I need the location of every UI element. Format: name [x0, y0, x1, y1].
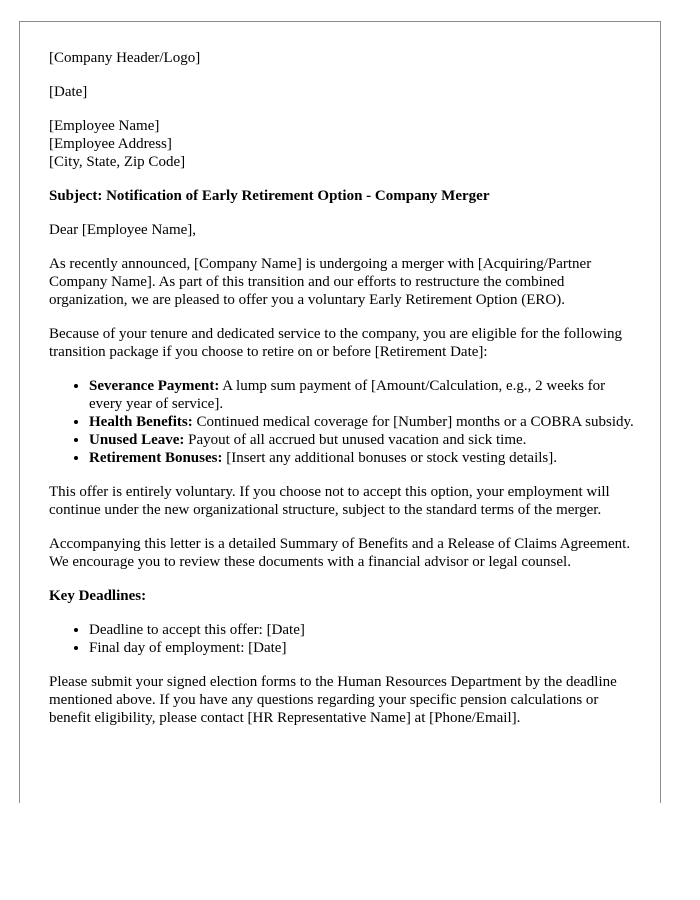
benefit-label: Health Benefits: — [89, 414, 193, 430]
letter-body — [49, 49, 634, 743]
letter-page — [19, 21, 661, 803]
recipient-block — [49, 117, 634, 171]
subject-line: Subject: Notification of Early Retirement Option - Company Merger — [49, 188, 490, 204]
recipient-name: [Employee Name] — [49, 118, 160, 134]
paragraph-documents: Accompanying this letter is a detailed Summary of Benefits and a Release of Claims Agreement. We encourage you to review these documents with a financial advisor or legal counsel. — [49, 536, 631, 570]
benefits-list — [49, 377, 634, 467]
benefit-text: A lump sum payment of [Amount/Calculation, e.g., 2 weeks for every year of service]. — [89, 378, 606, 412]
benefit-label: Unused Leave: — [89, 432, 185, 448]
benefit-text: [Insert any additional bonuses or stock vesting details]. — [222, 450, 557, 466]
paragraph-intro: As recently announced, [Company Name] is undergoing a merger with [Acquiring/Partner Company Name]. As part of this transition and our efforts to restructure the combined organization, we are pleased to offer you a voluntary Early Retirement Option (ERO). — [49, 256, 592, 308]
list-item: • Final day of employment: [Date] — [89, 639, 634, 657]
company-header: [Company Header/Logo] — [49, 50, 201, 66]
salutation: Dear [Employee Name], — [49, 222, 197, 238]
benefit-label: Severance Payment: — [89, 378, 220, 394]
paragraph-submit: Please submit your signed election forms to the Human Resources Department by the deadline mentioned above. If you have any questions regarding your specific pension calculations or benefit eligibility, please contact [HR Representative Name] at [Phone/Email]. — [49, 674, 617, 726]
list-item: • Deadline to accept this offer: [Date] — [89, 621, 634, 639]
list-item — [89, 413, 634, 431]
list-item — [89, 431, 634, 449]
deadlines-list — [49, 621, 634, 657]
list-item — [89, 449, 634, 467]
paragraph-voluntary: This offer is entirely voluntary. If you choose not to accept this option, your employment will continue under the new organizational structure, subject to the standard terms of the merger. — [49, 484, 610, 518]
recipient-address: [Employee Address] — [49, 136, 172, 152]
recipient-city: [City, State, Zip Code] — [49, 154, 186, 170]
deadlines-heading: Key Deadlines: — [49, 588, 147, 604]
letter-date: [Date] — [49, 84, 88, 100]
benefit-text: Continued medical coverage for [Number] months or a COBRA subsidy. — [192, 414, 634, 430]
paragraph-eligibility: Because of your tenure and dedicated service to the company, you are eligible for the following transition package if you choose to retire on or before [Retirement Date]: — [49, 326, 622, 360]
benefit-label: Retirement Bonuses: — [89, 450, 223, 466]
benefit-text: Payout of all accrued but unused vacation and sick time. — [184, 432, 527, 448]
list-item — [89, 377, 634, 413]
